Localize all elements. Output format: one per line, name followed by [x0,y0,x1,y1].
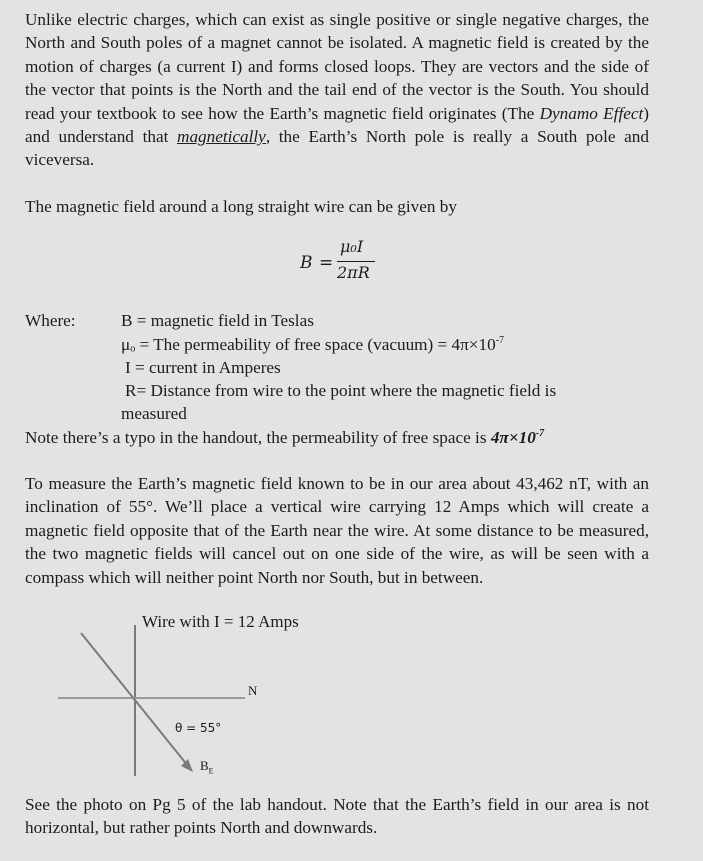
definition-mu-text: μₒ = The permeability of free space (vacuum) = 4π×10 [121,335,496,354]
north-label: N [248,683,258,698]
definition-mu-exponent: -7 [495,335,505,346]
photo-note-paragraph: See the photo on Pg 5 of the lab handout. Note that the Earth’s field in our area is not horizontal, but rather points North and downwards. [25,795,649,838]
dynamo-effect-term: Dynamo Effect [539,103,644,123]
earth-field-symbol: B [200,758,209,773]
angle-label: θ = 55° [175,721,222,735]
typo-note-exponent: -7 [535,428,545,439]
definition-b: B = magnetic field in Teslas [121,311,314,330]
intro-text-middle: ) and understand that [25,103,649,147]
definition-i: I = current in Amperes [125,358,281,377]
formula-denominator: 2πR [337,263,370,282]
measurement-paragraph: To measure the Earth’s magnetic field known to be in our area about 43,462 nT, with an inclination of 55°. We’ll place a vertical wire carrying 12 Amps which will create a magnetic field opposite that of the Earth near the wire. At some distance to be measured, the two magnetic fields will cancel out on one side of the wire, as will be seen with a compass which will neither point North nor South, but in between. [25,474,649,587]
intro-text-end: , the Earth’s North pole is really a South pole and viceversa. [25,127,649,170]
magnetically-term: magnetically [177,127,266,147]
definition-r-cont: measured [121,404,187,423]
where-label: Where: [25,311,76,330]
typo-note-text: Note there’s a typo in the handout, the permeability of free space is [25,428,491,447]
formula-equals: = [319,253,334,273]
definition-r: R= Distance from wire to the point where the magnetic field is [125,381,557,400]
formula-numerator: μ₀I [340,237,364,256]
typo-note-value: 4π×10 [490,428,536,447]
wire-field-intro: The magnetic field around a long straight wire can be given by [25,197,457,216]
formula-lhs: B [300,253,313,273]
earth-field-subscript: E [208,766,214,776]
wire-label: Wire with I = 12 Amps [142,612,299,631]
intro-text: Unlike electric charges, which can exist as single positive or single negative charges, the North and South poles of a magnet cannot be isolated. A magnetic field is created by the motion of charges (a current I) and forms closed loops. They are vectors and the side of the vector that points is the North and the tail end of the vector is the South. You should read your textbook to see how the Earth’s magnetic field originates (The [25,10,649,123]
earth-field-label [200,758,214,776]
